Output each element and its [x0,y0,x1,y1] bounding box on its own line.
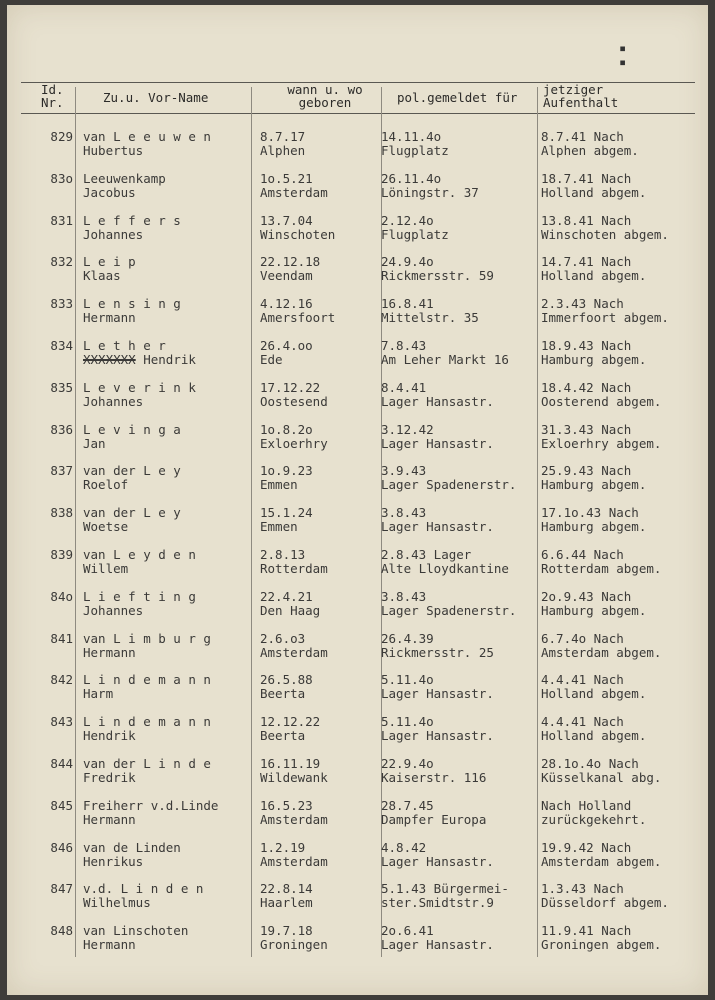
row-name: L e n s i n g Hermann [83,296,181,326]
row-id: 837 [50,463,73,479]
row-name: van L e e u w e n Hubertus [83,129,211,158]
header-born: wann u. wo geboren [287,82,363,110]
row-born: 1o.5.21 Amsterdam [260,170,328,200]
table-row [7,673,708,715]
header-id: Id. Nr. [41,82,64,110]
row-aufenthalt: 14.7.41 Nach Holland abgem. [541,254,647,284]
row-pol: 2.12.4o Flugplatz [381,212,449,242]
row-born: 8.7.17 Alphen [260,129,306,158]
table-row [7,799,708,841]
row-id: 84o [50,588,73,604]
table-row [7,590,708,632]
row-pol: 24.9.4o Rickmersstr. 59 [381,254,494,284]
row-aufenthalt: 2.3.43 Nach Immerfoort abgem. [541,296,669,326]
row-born: 4.12.16 Amersfoort [260,296,336,326]
row-name: L e f f e r s Johannes [83,212,181,242]
row-born: 1o.9.23 Emmen [260,463,313,493]
row-id: 835 [50,379,73,395]
row-name: van der L e y Roelof [83,463,181,493]
row-id: 844 [50,756,73,771]
struck-text: XXXXXXX [83,352,136,367]
row-name: van der L e y Woetse [83,505,181,535]
row-id: 836 [50,421,73,437]
row-aufenthalt: 8.7.41 Nach Alphen abgem. [541,129,639,158]
table-row [7,548,708,590]
row-id: 843 [50,714,73,730]
row-born: 26.4.oo Ede [260,338,313,367]
row-aufenthalt: 19.9.42 Nach Amsterdam abgem. [541,839,662,869]
header-pol: pol.gemeldet für [397,90,518,105]
row-id: 839 [50,547,73,562]
row-born: 15.1.24 Emmen [260,505,313,535]
row-born: 12.12.22 Beerta [260,714,321,744]
row-aufenthalt: Nach Holland zurückgekehrt. [541,797,647,827]
row-aufenthalt: 18.9.43 Nach Hamburg abgem. [541,338,647,367]
row-aufenthalt: 4.4.41 Nach Holland abgem. [541,672,647,702]
table-row [7,464,708,506]
row-id: 838 [50,505,73,521]
row-pol: 5.11.4o Lager Hansastr. [381,714,494,744]
row-name: L e t h e r XXXXXXX Hendrik [83,338,196,367]
row-pol: 3.8.43 Lager Spadenerstr. [381,588,517,618]
row-pol: 4.8.42 Lager Hansastr. [381,839,494,869]
row-name: v.d. L i n d e n Wilhelmus [83,881,204,911]
row-pol: 14.11.4o Flugplatz [381,129,449,158]
row-born: 2.8.13 Rotterdam [260,547,328,576]
table-row [7,214,708,256]
row-born: 22.4.21 Den Haag [260,588,321,618]
row-born: 1o.8.2o Exloerhry [260,421,328,451]
row-name: L e v e r i n k Johannes [83,379,196,409]
row-aufenthalt: 1.3.43 Nach Düsseldorf abgem. [541,881,669,911]
table-row [7,715,708,757]
table-row [7,841,708,883]
row-aufenthalt: 6.6.44 Nach Rotterdam abgem. [541,547,662,576]
row-born: 16.5.23 Amsterdam [260,797,328,827]
table-row [7,423,708,465]
row-id: 83o [50,170,73,186]
row-id: 846 [50,839,73,855]
row-pol: 3.8.43 Lager Hansastr. [381,505,494,535]
row-pol: 5.11.4o Lager Hansastr. [381,672,494,702]
row-name: L i e f t i n g Johannes [83,588,196,618]
row-pol: 5.1.43 Bürgermei- ster.Smidtstr.9 [381,881,509,911]
row-born: 13.7.04 Winschoten [260,212,336,242]
row-born: 17.12.22 Oostesend [260,379,328,409]
row-name: van der L i n d e Fredrik [83,756,211,785]
row-pol: 3.12.42 Lager Hansastr. [381,421,494,451]
row-born: 19.7.18 Groningen [260,923,328,953]
row-name: Freiherr v.d.Linde Hermann [83,797,219,827]
row-aufenthalt: 11.9.41 Nach Groningen abgem. [541,923,662,953]
table-row [7,632,708,674]
table-row [7,172,708,214]
row-pol: 22.9.4o Kaiserstr. 116 [381,756,487,785]
row-pol: 8.4.41 Lager Hansastr. [381,379,494,409]
row-born: 22.8.14 Haarlem [260,881,313,911]
document-page [7,5,708,995]
row-id: 845 [50,797,73,813]
row-aufenthalt: 28.1o.4o Nach Küsselkanal abg. [541,756,662,785]
row-pol: 7.8.43 Am Leher Markt 16 [381,338,509,367]
table-row [7,339,708,381]
row-id: 831 [50,212,73,228]
table-row [7,297,708,339]
row-name: van L e y d e n Willem [83,547,196,576]
row-name: van L i m b u r g Hermann [83,630,211,660]
row-pol: 28.7.45 Dampfer Europa [381,797,487,827]
row-id: 829 [50,129,73,144]
table-row [7,255,708,297]
row-aufenthalt: 17.1o.43 Nach Hamburg abgem. [541,505,647,535]
table-row [7,757,708,799]
row-id: 832 [50,254,73,270]
header-name: Zu.u. Vor-Name [103,90,209,105]
row-aufenthalt: 2o.9.43 Nach Hamburg abgem. [541,588,647,618]
row-id: 848 [50,923,73,939]
row-name: L i n d e m a n n Hendrik [83,714,211,744]
table-row [7,130,708,172]
row-pol: 26.11.4o Löningstr. 37 [381,170,479,200]
row-name: L i n d e m a n n Harm [83,672,211,702]
row-born: 2.6.o3 Amsterdam [260,630,328,660]
row-aufenthalt: 6.7.4o Nach Amsterdam abgem. [541,630,662,660]
row-pol: 2o.6.41 Lager Hansastr. [381,923,494,953]
row-born: 26.5.88 Beerta [260,672,313,702]
table-row [7,882,708,924]
row-id: 834 [50,338,73,353]
row-name: van de Linden Henrikus [83,839,181,869]
row-name: L e v i n g a Jan [83,421,181,451]
row-id: 841 [50,630,73,646]
header-aufenthalt: jetziger Aufenthalt [543,82,619,110]
row-pol: 26.4.39 Rickmersstr. 25 [381,630,494,660]
row-name: Leeuwenkamp Jacobus [83,170,166,200]
row-aufenthalt: 18.4.42 Nach Oosterend abgem. [541,379,662,409]
row-name: van Linschoten Hermann [83,923,189,953]
row-name: L e i p Klaas [83,254,136,284]
row-aufenthalt: 4.4.41 Nach Holland abgem. [541,714,647,744]
row-id: 842 [50,672,73,688]
row-id: 833 [50,296,73,312]
row-id: 847 [50,881,73,897]
row-pol: 2.8.43 Lager Alte Lloydkantine [381,547,509,576]
row-pol: 16.8.41 Mittelstr. 35 [381,296,479,326]
row-aufenthalt: 13.8.41 Nach Winschoten abgem. [541,212,669,242]
row-born: 1.2.19 Amsterdam [260,839,328,869]
row-pol: 3.9.43 Lager Spadenerstr. [381,463,517,493]
row-born: 16.11.19 Wildewank [260,756,328,785]
corner-marks: ▪ ▪ [619,41,657,69]
row-aufenthalt: 25.9.43 Nach Hamburg abgem. [541,463,647,493]
table-row [7,924,708,966]
row-born: 22.12.18 Veendam [260,254,321,284]
row-aufenthalt: 18.7.41 Nach Holland abgem. [541,170,647,200]
row-aufenthalt: 31.3.43 Nach Exloerhry abgem. [541,421,662,451]
table-row [7,381,708,423]
table-row [7,506,708,548]
